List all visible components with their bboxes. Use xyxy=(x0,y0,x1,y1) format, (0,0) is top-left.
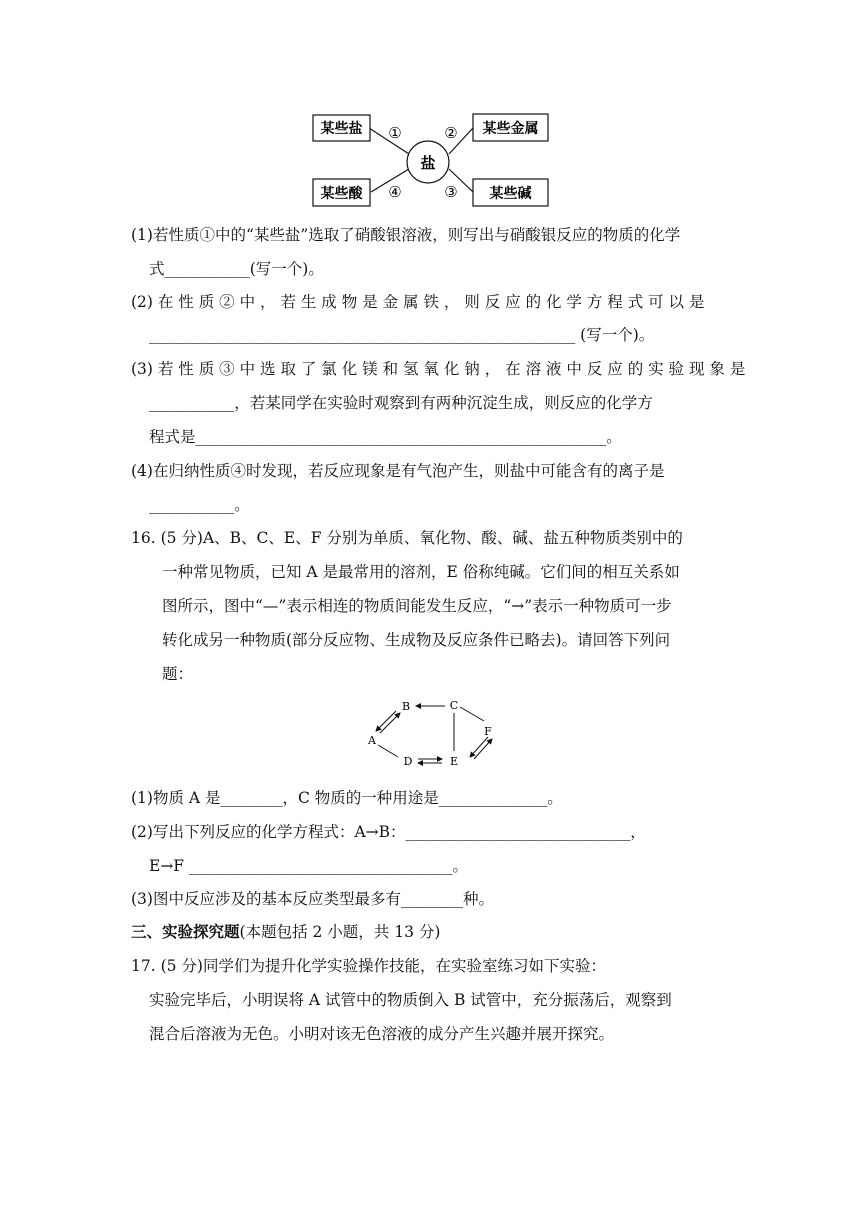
q15-part3-line2: ___________，若某同学在实验时观察到有两种沉淀生成，则反应的化学方 xyxy=(149,394,653,412)
center-label: 盐 xyxy=(420,154,436,172)
q15-part3-line1: (3) 若 性 质 ③ 中 选 取 了 氯 化 镁 和 氢 氧 化 钠 ， 在 溶 液 中 反 应 的 实 验 现 象 是 xyxy=(131,360,746,378)
q16-stem-line5: 题： xyxy=(162,665,194,683)
q16-stem-line4: 转化成另一种物质(部分反应物、生成物及反应条件已略去)。请回答下列问 xyxy=(162,631,671,649)
q16-part2-line1: (2)写出下列反应的化学方程式：A→B：_____________________________， xyxy=(131,823,646,841)
q15-part2-line2: _______________________________________________________ (写一个)。 xyxy=(149,326,655,344)
marker-4: ④ xyxy=(388,183,402,201)
box-top-right-label: 某些金属 xyxy=(482,121,539,137)
q16-part1: (1)物质 A 是________，C 物质的一种用途是______________。 xyxy=(131,789,563,807)
q15-part1-line1: (1)若性质①中的“某些盐”选取了硝酸银溶液，则写出与硝酸银反应的物质的化学 xyxy=(131,226,681,244)
node-C: C xyxy=(449,699,459,712)
node-B: B xyxy=(401,700,411,713)
q15-part4-line2: ___________。 xyxy=(149,496,250,514)
node-D: D xyxy=(403,755,413,768)
marker-2: ② xyxy=(444,124,458,142)
marker-3: ③ xyxy=(444,183,458,201)
node-E: E xyxy=(449,755,459,768)
marker-1: ① xyxy=(388,124,402,142)
q16-stem-line3: 图所示，图中“—”表示相连的物质间能发生反应，“→”表示一种物质可一步 xyxy=(162,597,672,615)
q17-stem-line3: 混合后溶液为无色。小明对该无色溶液的成分产生兴趣并展开探究。 xyxy=(149,1025,615,1043)
section-note: (本题包括 2 小题，共 13 分) xyxy=(239,923,441,941)
q16-stem-line2: 一种常见物质，已知 A 是最常用的溶剂，E 俗称纯碱。它们间的相互关系如 xyxy=(162,563,680,581)
q15-part1-line2: 式___________(写一个)。 xyxy=(149,260,324,278)
node-A: A xyxy=(368,734,376,747)
q16-stem-line1: 16. (5 分)A、B、C、E、F 分别为单质、氧化物、酸、碱、盐五种物质类别中的 xyxy=(131,529,683,547)
box-bottom-left-label: 某些酸 xyxy=(320,186,363,202)
substance-relation-diagram xyxy=(360,695,500,775)
q15-part4-line1: (4)在归纳性质④时发现，若反应现象是有气泡产生，则盐中可能含有的离子是 xyxy=(131,462,665,480)
q15-part2-line1: (2) 在 性 质 ② 中 ， 若 生 成 物 是 金 属 铁 ， 则 反 应 的 化 学 方 程 式 可 以 是 xyxy=(131,293,705,311)
box-bottom-right-label: 某些碱 xyxy=(489,186,532,202)
q17-stem-line2: 实验完毕后，小明误将 A 试管中的物质倒入 B 试管中，充分振荡后，观察到 xyxy=(149,991,672,1009)
salt-properties-diagram xyxy=(300,100,560,215)
box-top-left-label: 某些盐 xyxy=(320,121,363,137)
section-title: 三、实验探究题 xyxy=(131,922,240,941)
q15-part3-line3: 程式是_____________________________________________________。 xyxy=(149,428,622,446)
q16-part3: (3)图中反应涉及的基本反应类型最多有________种。 xyxy=(131,890,494,908)
q17-stem-line1: 17. (5 分)同学们为提升化学实验操作技能，在实验室练习如下实验： xyxy=(131,957,606,975)
q16-part2-line2: E→F __________________________________。 xyxy=(149,857,468,875)
node-F: F xyxy=(484,725,492,738)
section-heading xyxy=(131,921,731,943)
